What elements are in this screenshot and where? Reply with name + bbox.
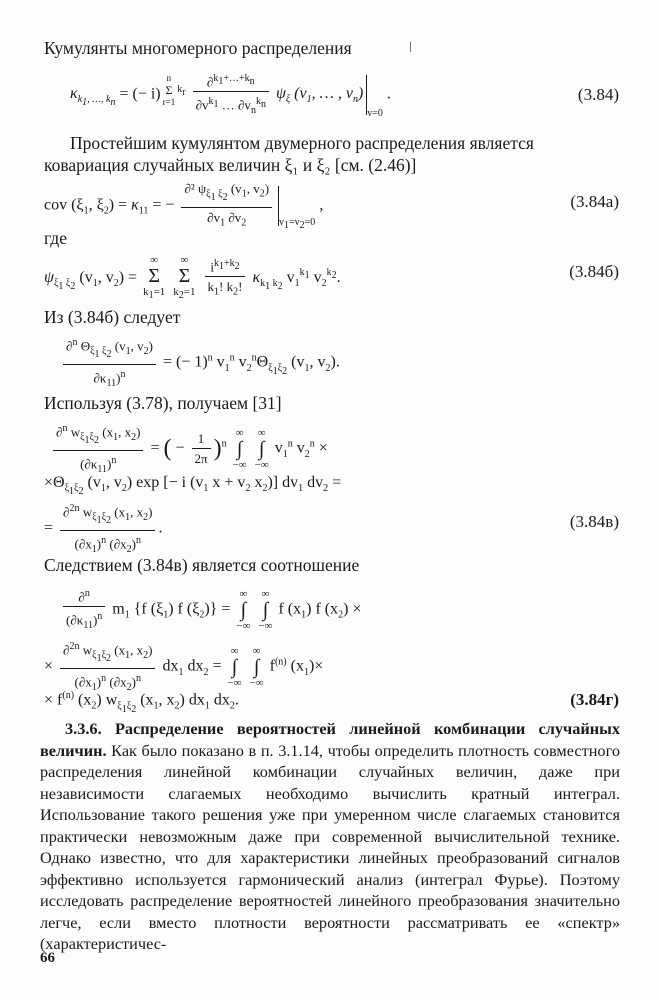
equation-number-3-84g: (3.84г) — [570, 690, 619, 709]
section-title: Распределение вероятностей линейной комбинации случайных величин. — [40, 719, 620, 760]
heading-cumulants: Кумулянты многомерного распределения — [44, 38, 352, 58]
equation-3-84a: cov ($\xi_1$, $\xi_2) = \kappa_{11}$ = − $\frac{\partial^2 \psi_{\xi_1 \xi_2} (v_1, v_2)}{\partial v_1 \partial v_2}$ $_{v_1=v_2=0}$ , — [44, 181, 324, 232]
section-number: 3.3.6. — [65, 719, 102, 738]
text-line-1: Простейшим кумулянтом двумерного распределения является — [70, 133, 534, 153]
equation-3-84v-line2: $\times\Theta_{\xi_1\xi_2}$ ($v_1$, $v_2$) exp [− i ($v_1$ $x + v_2$ $x_2$)] $dv_1$ $dv_2$ = — [44, 474, 342, 498]
margin-mark — [410, 42, 411, 52]
equation-number-3-84: (3.84) — [577, 85, 619, 104]
text-line-2: ковариация случайных величин ξ₁ и ξ₂ [см. (2.46)] — [44, 155, 417, 175]
equation-derivative-theta: $\frac{\partial^n \Theta_{\xi_1 \xi_2} (v_1, v_2)}{\partial\kappa_{11})^n}$ = (− 1)$^n$ $v_1^n$ $v_2^n\Theta_{\xi_1\xi_2}$ ($v_1$, $v_2$). — [60, 334, 340, 392]
section-3-3-6-paragraph — [40, 718, 620, 955]
text-where: где — [44, 228, 67, 248]
text-from: Из (3.84б) следует — [44, 307, 181, 327]
equation-number-3-84a: (3.84а) — [570, 192, 619, 211]
equation-3-84b: $\psi_{\xi_1 \xi_2}$ ($v_1$, $v_2$) = ∞ Σ $k_1=1$ ∞ Σ $k_2=1$ $\frac{i^{k_1+k_2}}{k_1! k_2!}$ $\kappa_{k_1 k_2}$ $v_1^{k_1}$ $v_2^{k_2}$. — [44, 254, 341, 302]
equation-3-84v-line1: $\frac{\partial^n w_{\xi_1\xi_2} (x_1, x_2)}{(\partial\kappa_{11})^n}$ = ( − $\frac{1}{2\pi}$ )$^n$ ∞ ∫ −∞ ∞ ∫ −∞ $v_1^n$ $v_2^n$ × — [50, 420, 328, 478]
equation-number-3-84b: (3.84б) — [569, 262, 619, 281]
text-using: Используя (3.78), получаем [31] — [44, 393, 282, 413]
equation-3-84g-line1: $\frac{\partial^n}{(\partial\kappa_{11})^n}$ $m_1$ {f $(\xi_1)$ f $(\xi_2)$} = ∞ ∫ −∞ ∞ ∫ −∞ f $(x_1)$ f $(x_2)$ × — [60, 585, 361, 634]
page-number: 66 — [40, 950, 55, 966]
equation-3-84v-line3: = $\frac{\partial^{2n} w_{\xi_1\xi_2} (x_1, x_2)}{(\partial x_1)^n (\partial x_2)^n}$ . — [44, 500, 162, 558]
equation-3-84: $\kappa_{k_1, \dots, k_n}$ = (− i)$^{n \Sigma r=1k_r}$ $\frac{\partial^{k_1+\dots+k_n}}{\partial v^{k_1} \dots \partial v_n^{k_n}}$ $\psi_\xi$ ($v_1$, … , $v_n)_{v=0}$ . — [70, 70, 391, 119]
equation-number-3-84v: (3.84в) — [569, 512, 619, 531]
equation-3-84g-line3: × $f^{(n)}$ $(x_2)$ $w_{\xi_1\xi_2}$ ($x_1$, $x_2$) $dx_1$ $dx_2$. — [44, 690, 239, 715]
equation-3-84g-line2: × $\frac{\partial^{2n} w_{\xi_1\xi_2} (x_1, x_2)}{(\partial x_1)^n (\partial x_2)^n}$ $dx_1$ $dx_2$ = ∞ ∫ −∞ ∞ ∫ −∞ $f^{(n)}$ $(x_1)\times$ — [44, 638, 323, 696]
section-body: Как было показано в п. 3.1.14, чтобы определить плотность совместного распределения линейной комбинации случайных величин, даже при независимости слагаемых необходимо вычислить кратный интеграл. Использование такого решения уже при умеренном числе слагаемых становится практически невозможным даже при современной вычислительной технике. Однако известно, что для характеристики линейных преобразований сигналов эффективно используется гармонический анализ (интеграл Фурье). Поэтому исследовать распределение вероятностей линейного преобразования значительно легче, если вместо плотности вероятности рассматривать ее «спектр» (характеристичес- — [40, 740, 620, 953]
text-consequence: Следствием (3.84в) является соотношение — [44, 555, 360, 575]
